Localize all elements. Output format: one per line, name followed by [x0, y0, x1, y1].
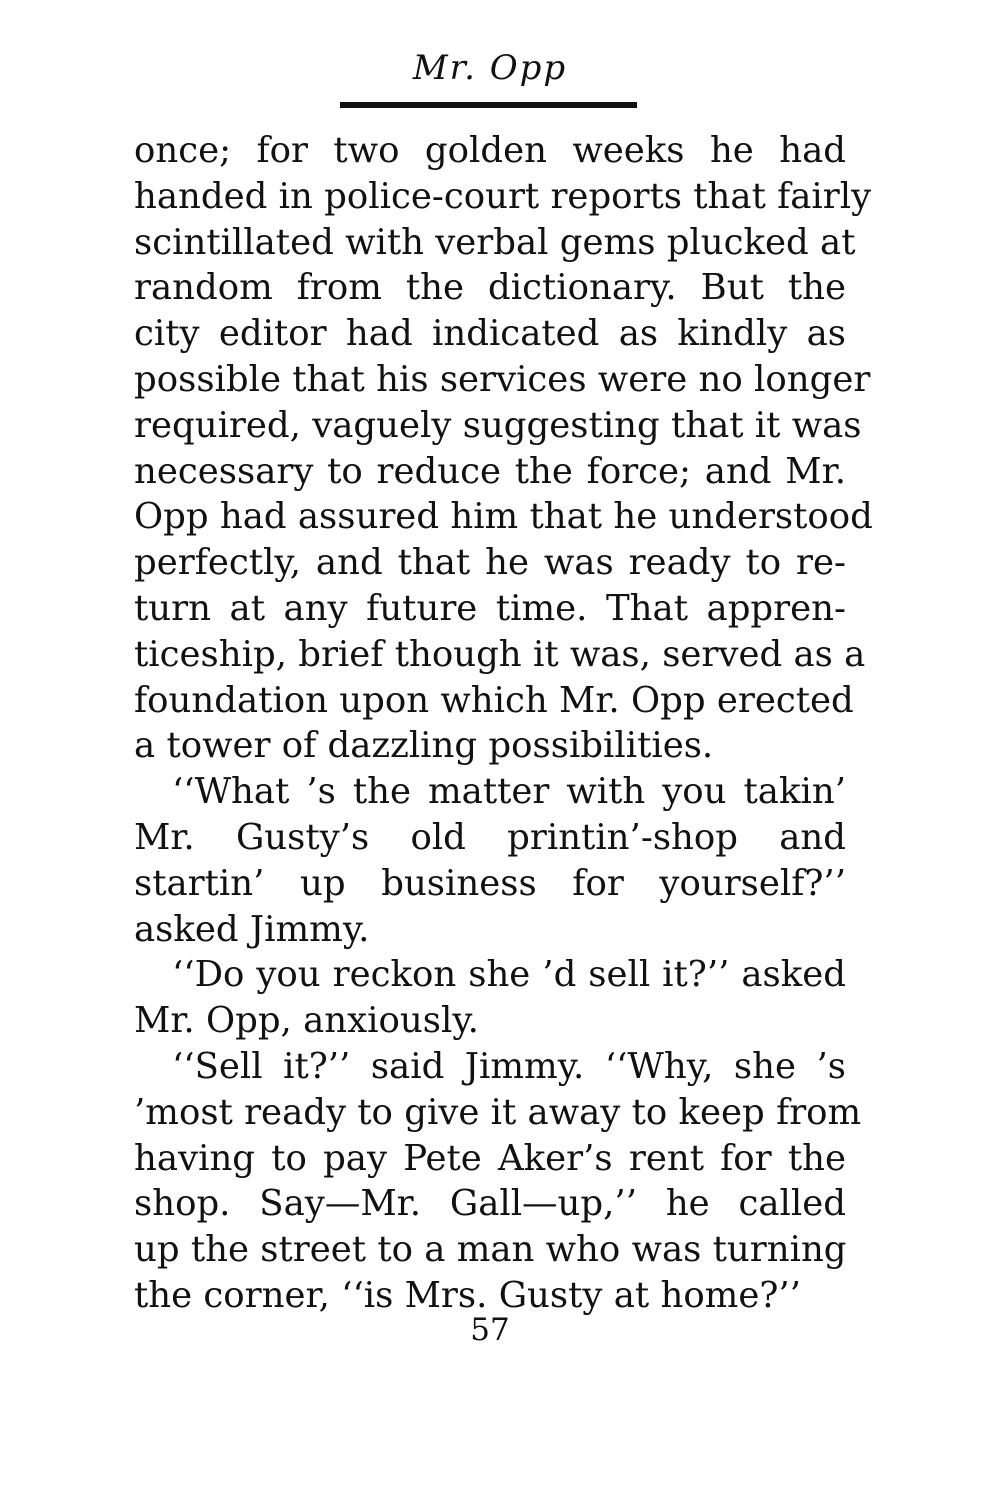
text-line: Mr. Gusty’s old printin’-shop and: [134, 816, 846, 858]
text-line: possible that his services were no longer: [134, 358, 871, 400]
text-line: shop. Say—Mr. Gall—up,’’ he called: [134, 1183, 846, 1225]
text-line: having to pay Pete Aker’s rent for the: [134, 1137, 846, 1179]
text-line: city editor had indicated as kindly as: [134, 313, 846, 355]
text-line: ‘‘What ’s the matter with you takin’: [172, 771, 846, 813]
text-line: ‘‘Sell it?’’ said Jimmy. ‘‘Why, she ’s: [172, 1045, 846, 1087]
page-number: 57: [470, 1312, 510, 1348]
text-line: a tower of dazzling possibilities.: [134, 725, 714, 767]
text-line: handed in police-court reports that fairly: [134, 175, 872, 217]
header-rule: [340, 102, 637, 108]
text-line: turn at any future time. That appren-: [134, 587, 846, 629]
text-line: asked Jimmy.: [134, 908, 370, 950]
text-line: Mr. Opp, anxiously.: [134, 1000, 479, 1042]
text-line: necessary to reduce the force; and Mr.: [134, 450, 846, 492]
text-line: foundation upon which Mr. Opp erected: [134, 679, 854, 721]
text-line: ticeship, brief though it was, served as a: [134, 633, 866, 675]
text-line: once; for two golden weeks he had: [134, 130, 846, 171]
text-line: the corner, ‘‘is Mrs. Gusty at home?’’: [134, 1274, 801, 1316]
text-line: required, vaguely suggesting that it was: [134, 404, 862, 446]
text-line: up the street to a man who was turning: [134, 1229, 847, 1271]
text-line: ’most ready to give it away to keep from: [134, 1091, 862, 1133]
running-head: Mr. Opp: [412, 48, 568, 88]
text-line: ‘‘Do you reckon she ’d sell it?’’ asked: [172, 954, 846, 996]
text-line: perfectly, and that he was ready to re-: [134, 542, 846, 584]
text-line: Opp had assured him that he understood: [134, 496, 873, 538]
text-line: random from the dictionary. But the: [134, 267, 846, 309]
body-text: [134, 128, 873, 1319]
text-line: scintillated with verbal gems plucked at: [134, 221, 856, 263]
text-line: startin’ up business for yourself?’’: [134, 862, 846, 904]
